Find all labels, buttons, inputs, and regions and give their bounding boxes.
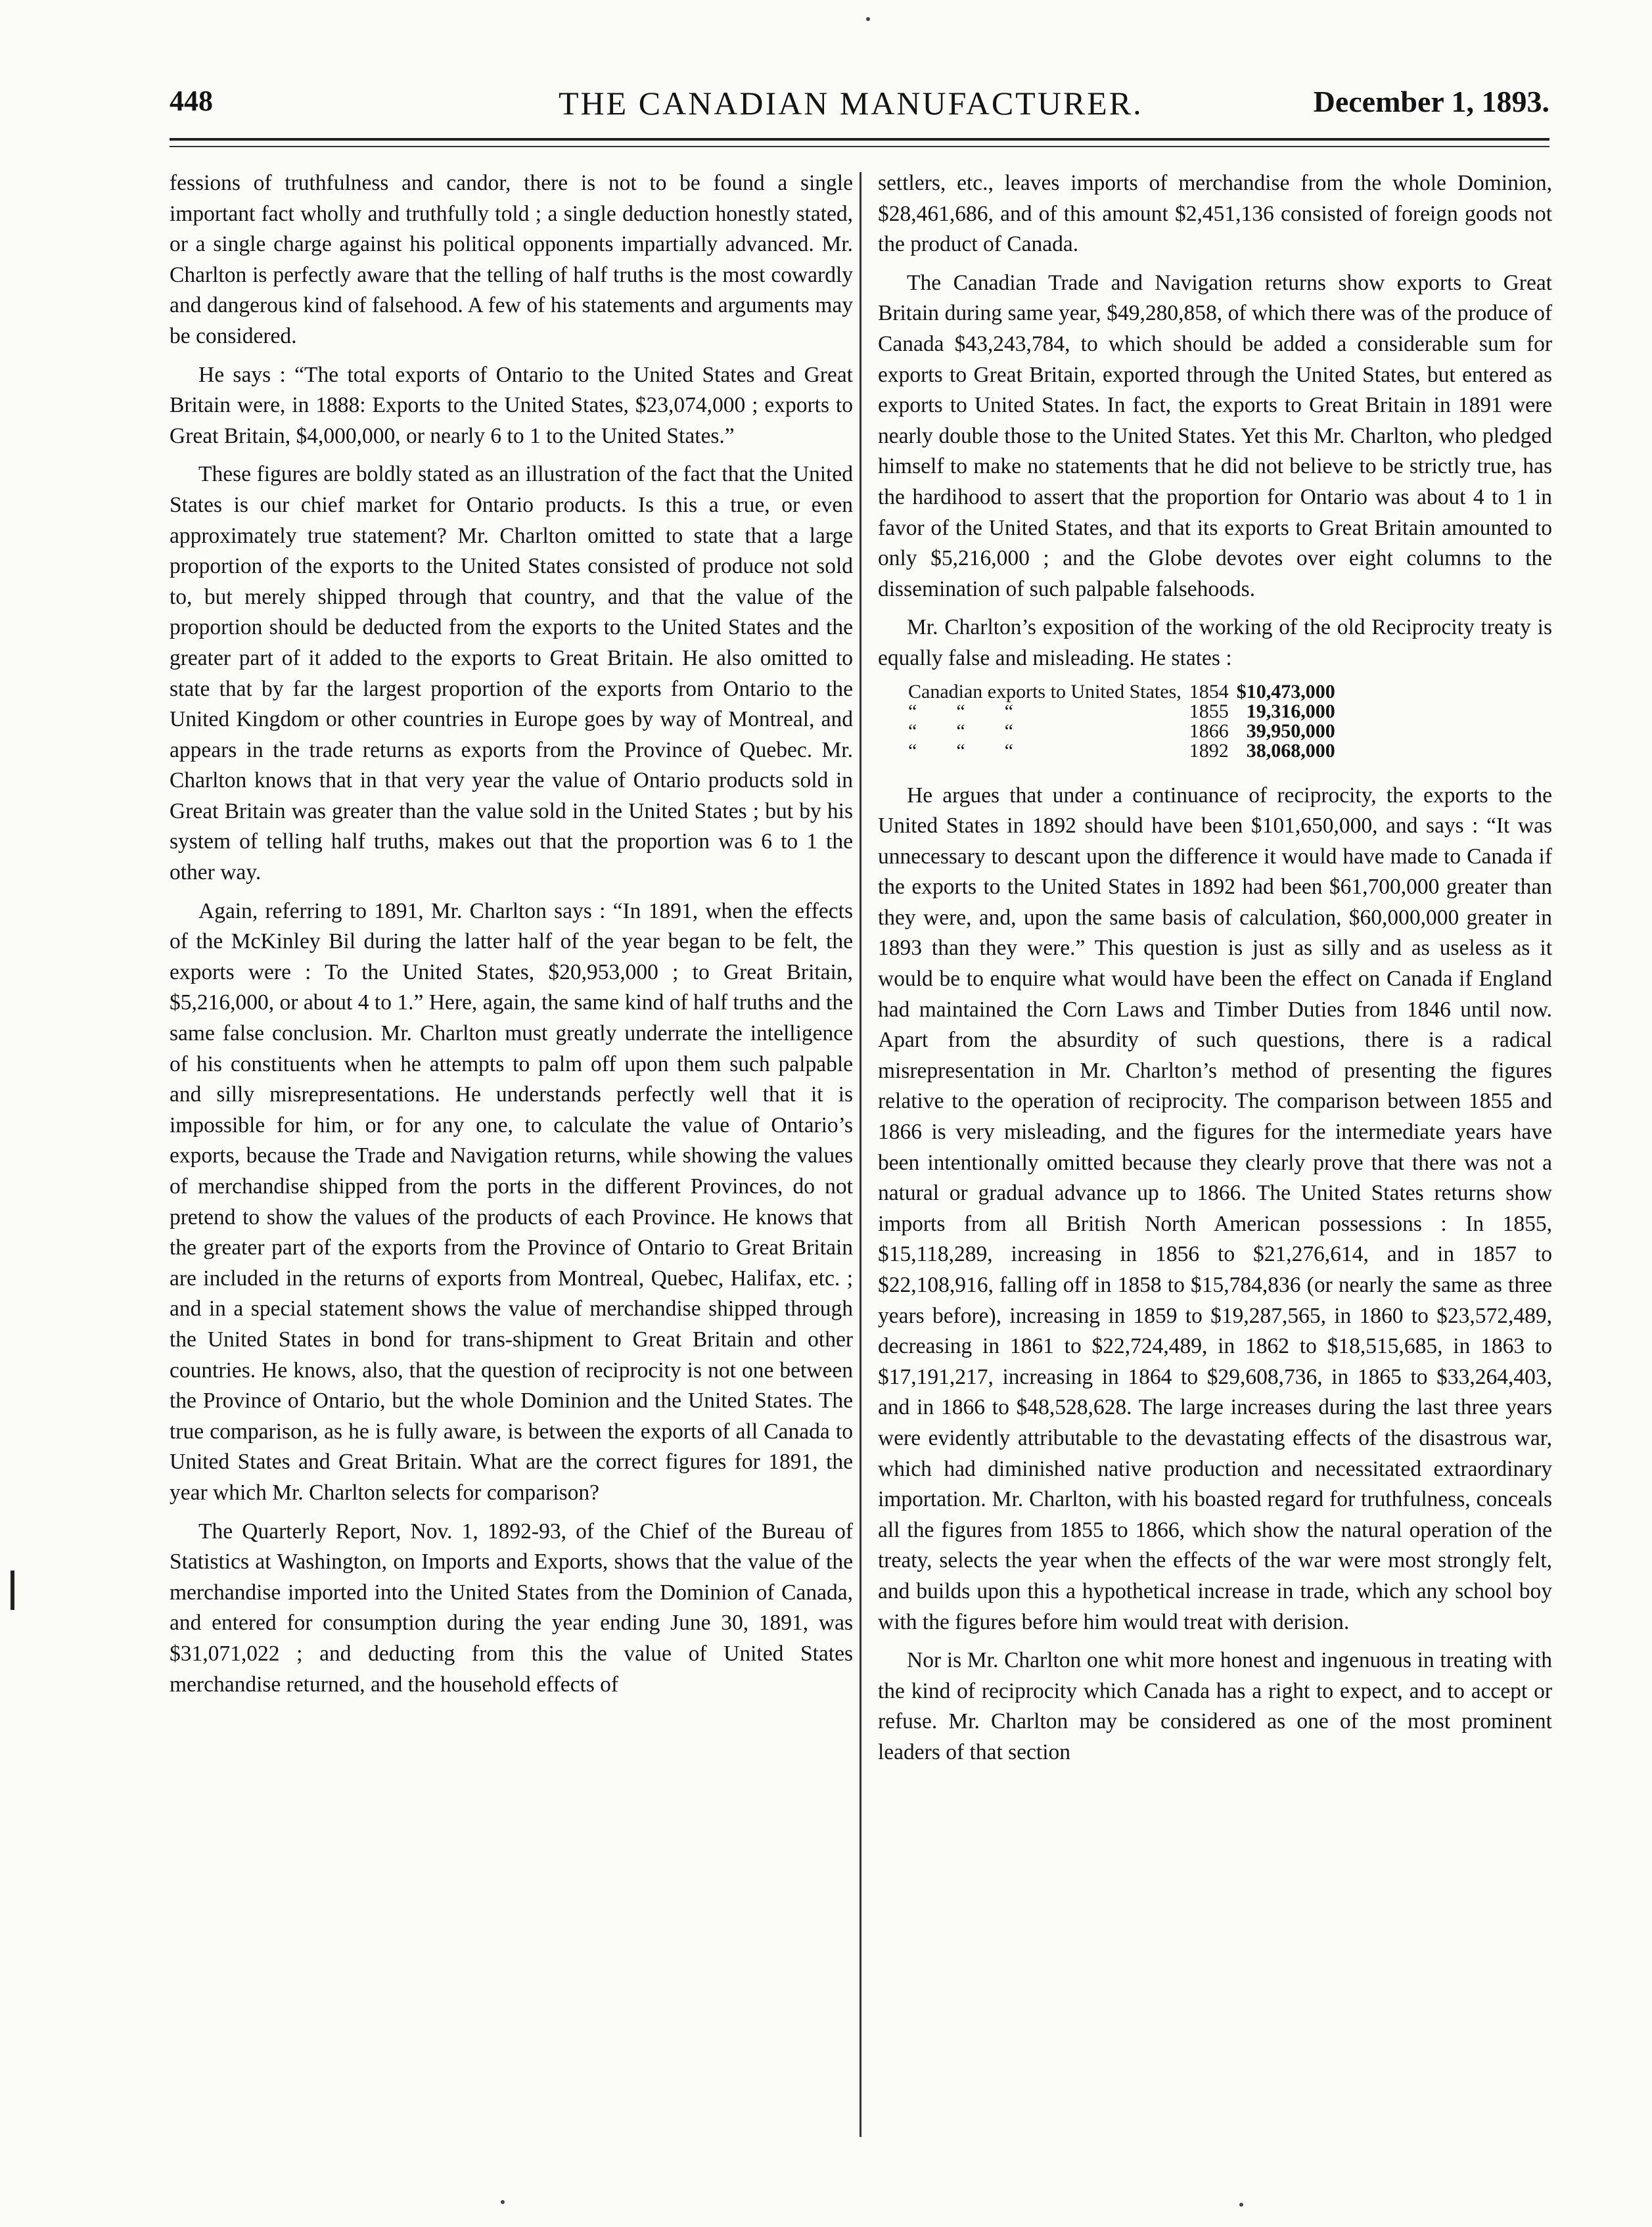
table-row [904, 702, 1339, 722]
scan-speck [501, 2200, 505, 2204]
ditto-mark: “ [908, 739, 917, 762]
page-number: 448 [170, 85, 213, 117]
paragraph: He says : “The total exports of Ontario to the United States and Great Britain were, in 1888: Exports to the United States, $23,074,000 ; exports to Great Britain, $4,000,000, or nearly 6 to 1 to the United States.” [170, 362, 853, 448]
table-row [904, 741, 1339, 761]
exports-label: Canadian exports to United States, [908, 680, 1182, 702]
table-year: 1855 [1189, 700, 1229, 722]
table-year: 1892 [1189, 739, 1229, 762]
ditto-marks [904, 702, 1185, 722]
ditto-mark: “ [956, 739, 965, 762]
left-column [170, 168, 853, 1708]
ditto-mark: “ [1004, 720, 1013, 742]
ditto-mark: “ [908, 720, 917, 742]
table-year: 1854 [1189, 680, 1229, 702]
table-value: $10,473,000 [1236, 680, 1335, 702]
ditto-marks [904, 741, 1185, 761]
table-row [904, 682, 1339, 702]
paragraph: These figures are boldly stated as an illustration of the fact that the United States is our chief market for Ontario products. Is this a true, or even approximately true statement? Mr. Charlton omitted to state that a large proportion of the exports to the United States consisted of produce not sold to, but merely shipped through that country, and that the value of the proportion should be deducted from the exports to the United States and the greater part of it added to the exports to Great Britain. He also omitted to state that by far the largest proportion of the exports from Ontario to the United Kingdom or other countries in Europe goes by way of Montreal, and appears in the trade returns as exports from the Province of Quebec. Mr. Charlton knows that in that very year the value of Ontario products sold in Great Britain was greater than the value sold in the United States ; but by his system of telling half truths, makes out that the proportion was 6 to 1 the other way. [170, 462, 853, 885]
ditto-marks [904, 722, 1185, 741]
ditto-mark: “ [956, 720, 965, 742]
paragraph: fessions of truthfulness and candor, there is not to be found a single important fact wholly and truthfully told ; a single deduction honestly stated, or a single charge against his political opponents impartially advanced. Mr. Charlton is perfectly aware that the telling of half truths is the most cowardly and dangerous kind of falsehood. A few of his statements and arguments may be considered. [170, 171, 853, 348]
scan-edge-mark [11, 1571, 14, 1610]
scan-speck [1239, 2203, 1243, 2207]
issue-date: December 1, 1893. [1313, 85, 1549, 118]
paragraph: He argues that under a continuance of reciprocity, the exports to the United States in 1892 should have been $101,650,000, and says : “It was unnecessary to descant upon the difference it would have made to Canada if the exports to the United States in 1892 had been $61,700,000 greater than they were, and, upon the same basis of calculation, $60,000,000 greater in 1893 than they were.” This question is just as silly and as useless as it would be to enquire what would have been the effect on Canada if England had maintained the Corn Laws and Timber Duties from 1846 until now. Apart from the absurdity of such questions, there is a radical misrepresentation in Mr. Charlton’s method of presenting the figures relative to the operation of reciprocity. The comparison between 1855 and 1866 is very misleading, and the figures for the intermediate years have been intentionally omitted because they clearly prove that there was not a natural or gradual advance up to 1866. The United States returns show imports from all British North American possessions : In 1855, $15,118,289, increasing in 1856 to $21,276,614, and in 1857 to $22,108,916, falling off in 1858 to $15,784,836 (or nearly the same as three years before), increasing in 1859 to $19,287,565, in 1860 to $23,572,489, decreasing in 1861 to $22,724,489, in 1862 to $18,515,685, in 1863 to $17,191,217, increasing in 1864 to $29,608,736, in 1865 to $33,264,403, and in 1866 to $48,528,628. The large increases during the last three years were evidently attributable to the devastating effects of the disastrous war, which had diminished native production and necessitated extraordinary importation. Mr. Charlton, with his boasted regard for truthfulness, conceals all the figures from 1855 to 1866, which show the natural operation of the treaty, selects the year when the effects of the war were most strongly felt, and builds upon this a hypothetical increase in trade, which any school boy with the figures before him would treat with derision. [878, 783, 1552, 1634]
paragraph: settlers, etc., leaves imports of merchandise from the whole Dominion, $28,461,686, and of this amount $2,451,136 consisted of foreign goods not the product of Canada. [878, 171, 1552, 257]
paragraph: Again, referring to 1891, Mr. Charlton says : “In 1891, when the effects of the McKinley Bil during the latter half of the year began to be felt, the exports were : To the United States, $20,953,000 ; to Great Britain, $5,216,000, or about 4 to 1.” Here, again, the same kind of half truths and the same false conclusion. Mr. Charlton must greatly underrate the intelligence of his constituents when he attempts to palm off upon them such palpable and silly misrepresentations. He understands perfectly well that it is impossible for him, or for any one, to calculate the value of Ontario’s exports, because the Trade and Navigation returns, while showing the values of merchandise shipped from the ports in the different Provinces, do not pretend to show the values of the products of each Province. He knows that the greater part of the exports from the Province of Ontario to Great Britain are included in the returns of exports from Montreal, Quebec, Halifax, etc. ; and in a special statement shows the value of merchandise shipped through the United States in bond for trans-shipment to Great Britain and other countries. He knows, also, that the question of reciprocity is not one between the Province of Ontario, but the whole Dominion and the United States. The true comparison, as he is fully aware, is between the exports of all Canada to United States and Great Britain. What are the correct figures for 1891, the year which Mr. Charlton selects for comparison? [170, 898, 853, 1505]
table-row [904, 722, 1339, 741]
page-header [170, 84, 1549, 130]
table-value: 38,068,000 [1246, 739, 1335, 762]
paragraph: Mr. Charlton’s exposition of the working of the old Reciprocity treaty is equally false and misleading. He states : [878, 615, 1552, 670]
right-column [878, 168, 1552, 1776]
publication-title: THE CANADIAN MANUFACTURER. [559, 85, 1143, 122]
ditto-mark: “ [1004, 739, 1013, 762]
paragraph: The Quarterly Report, Nov. 1, 1892-93, of the Chief of the Bureau of Statistics at Washington, on Imports and Exports, shows that the value of the merchandise imported into the United States from the Dominion of Canada, and entered for consumption during the year ending June 30, 1891, was $31,071,022 ; and deducting from this the value of United States merchandise returned, and the household effects of [170, 1519, 853, 1697]
table-value: 39,950,000 [1246, 720, 1335, 742]
ditto-mark: “ [1004, 700, 1013, 722]
header-rule-thick [170, 138, 1549, 141]
paragraph: The Canadian Trade and Navigation returns show exports to Great Britain during same year, $49,280,858, of which there was of the produce of Canada $43,243,784, to which should be added a considerable sum for exports to Great Britain, exported through the United States, but entered as exports to United States. In fact, the exports to Great Britain in 1891 were nearly double those to the United States. Yet this Mr. Charlton, who pledged himself to make no statements that he did not believe to be strictly true, has the hardihood to assert that the proportion for Ontario was about 4 to 1 in favor of the United States, and that its exports to Great Britain amounted to only $5,216,000 ; and the Globe devotes over eight columns to the dissemination of such palpable falsehoods. [878, 270, 1552, 601]
exports-table [904, 682, 1339, 761]
table-year: 1866 [1189, 720, 1229, 742]
column-divider [860, 172, 861, 2137]
table-value: 19,316,000 [1246, 700, 1335, 722]
ditto-mark: “ [956, 700, 965, 722]
paragraph: Nor is Mr. Charlton one whit more honest and ingenuous in treating with the kind of reciprocity which Canada has a right to expect, and to accept or refuse. Mr. Charlton may be considered as one of the most prominent leaders of that section [878, 1648, 1552, 1764]
scan-speck [866, 17, 870, 21]
ditto-mark: “ [908, 700, 917, 722]
header-rule-thin [170, 146, 1549, 147]
